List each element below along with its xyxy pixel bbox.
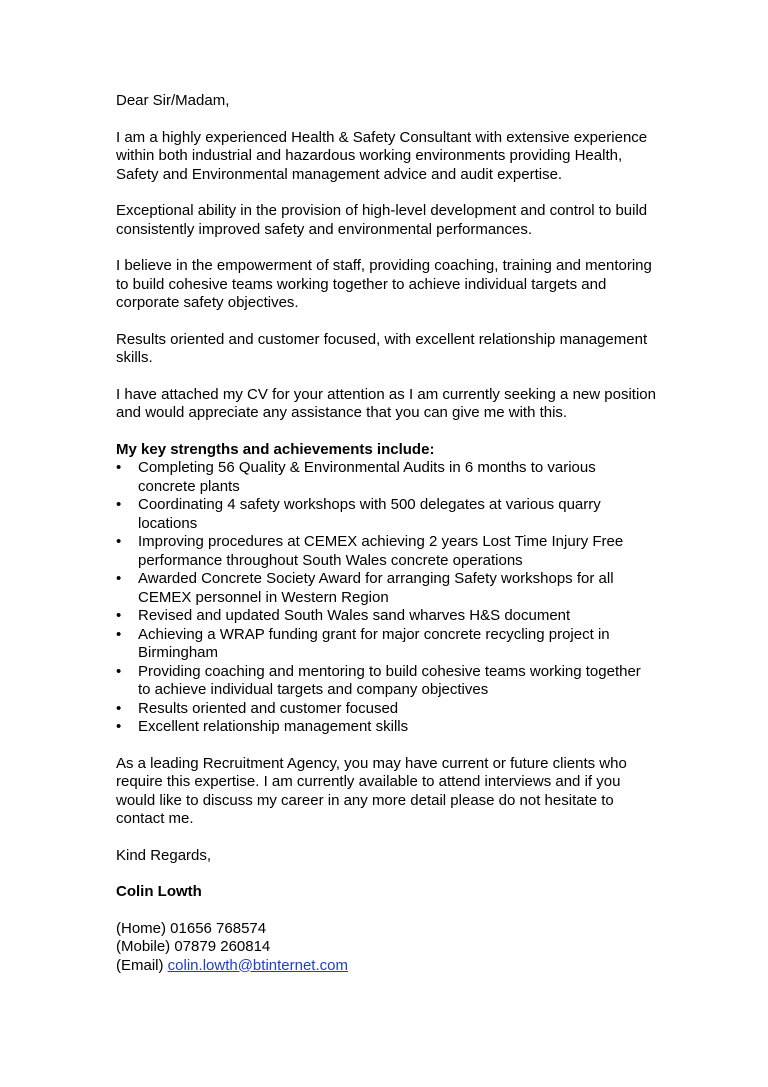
list-item <box>116 700 656 719</box>
list-item-text: Excellent relationship management skills <box>138 718 409 735</box>
letter-body <box>116 92 656 975</box>
bullet-icon: • <box>116 718 122 735</box>
email-label: (Email) <box>116 956 164 974</box>
list-item-text: Revised and updated South Wales sand wharves H&S document <box>138 607 571 624</box>
bullet-icon: • <box>116 496 122 513</box>
strengths-list <box>116 459 656 737</box>
list-item-text: Providing coaching and mentoring to build cohesive teams working together to achieve individual targets and company objectives <box>138 662 641 698</box>
empowerment-paragraph: I believe in the empowerment of staff, providing coaching, training and mentoring to build cohesive teams working together to achieve individual targets and corporate safety objectives. <box>116 257 652 311</box>
bullet-icon: • <box>116 699 122 717</box>
list-item-text: Coordinating 4 safety workshops with 500 delegates at various quarry locations <box>138 496 601 532</box>
contact-details <box>116 920 656 976</box>
list-item <box>116 718 656 737</box>
results-paragraph: Results oriented and customer focused, with excellent relationship management skills. <box>116 330 648 366</box>
intro-paragraph: I am a highly experienced Health & Safety Consultant with extensive experience within both industrial and hazardous working environments providing Health, Safety and Environmental management advice and audit expertise. <box>116 128 648 183</box>
bullet-icon: • <box>116 570 122 587</box>
list-item <box>116 663 656 700</box>
ability-paragraph: Exceptional ability in the provision of high-level development and control to build consistently improved safety and environmental performances. <box>116 202 648 238</box>
list-item <box>116 607 656 626</box>
list-item <box>116 533 656 570</box>
email-line <box>116 957 656 976</box>
list-item-text: Completing 56 Quality & Environmental Audits in 6 months to various concrete plants <box>138 459 596 495</box>
cv-paragraph: I have attached my CV for your attention as I am currently seeking a new position and would appreciate any assistance that you can give me with this. <box>116 385 656 421</box>
list-item-text: Results oriented and customer focused <box>138 699 399 717</box>
bullet-icon: • <box>116 459 122 476</box>
bullet-icon: • <box>116 607 122 624</box>
bullet-icon: • <box>116 533 122 550</box>
home-phone: (Home) 01656 768574 <box>116 919 267 937</box>
strengths-heading: My key strengths and achievements include: <box>116 440 435 458</box>
bullet-icon: • <box>116 662 122 680</box>
signatory-name: Colin Lowth <box>116 883 202 900</box>
email-link[interactable]: colin.lowth@btinternet.com <box>167 956 348 974</box>
list-item-text: Improving procedures at CEMEX achieving 2 years Lost Time Injury Free performance throughout South Wales concrete operations <box>138 533 624 569</box>
bullet-icon: • <box>116 625 122 643</box>
list-item <box>116 496 656 533</box>
list-item-text: Awarded Concrete Society Award for arranging Safety workshops for all CEMEX personnel in Western Region <box>138 570 614 606</box>
list-item <box>116 570 656 607</box>
sign-off: Kind Regards, <box>116 846 212 864</box>
closing-paragraph: As a leading Recruitment Agency, you may have current or future clients who require this expertise. I am currently available to attend interviews and if you would like to discuss my career in any more detail please do not hesitate to contact me. <box>116 754 627 827</box>
mobile-phone: (Mobile) 07879 260814 <box>116 938 271 955</box>
salutation: Dear Sir/Madam, <box>116 92 230 109</box>
list-item-text: Achieving a WRAP funding grant for major concrete recycling project in Birmingham <box>138 625 610 661</box>
list-item <box>116 459 656 496</box>
list-item <box>116 626 656 663</box>
